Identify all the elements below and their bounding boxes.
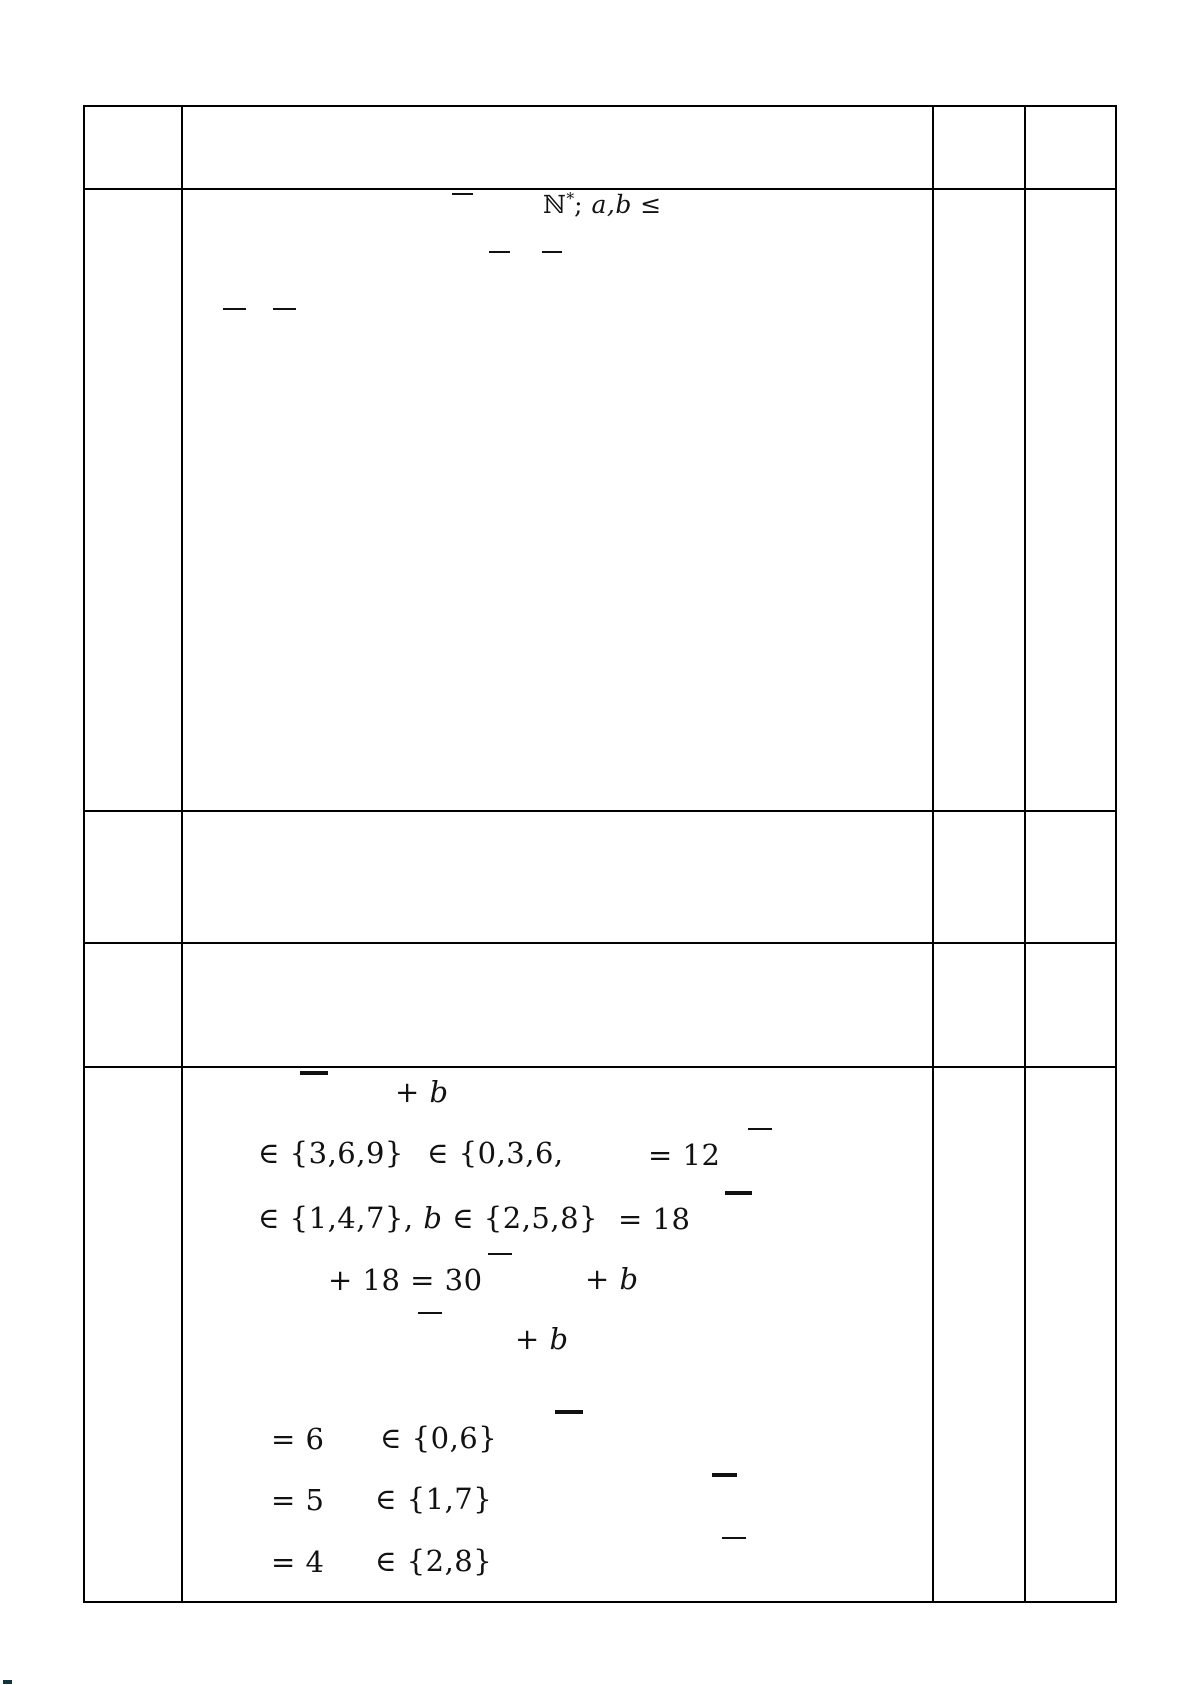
variable-b: b [429,1075,449,1109]
dash-mark [223,308,246,310]
math-fragment-eq-6: = 6 [271,1422,325,1456]
table-column-line-2 [932,107,934,1601]
table-row-line-2 [85,810,1115,812]
overline-mark [748,1128,772,1130]
rubric-table [83,105,1117,1603]
corner-artifact-mark [3,1680,12,1684]
inequality-symbol: ≤ [631,190,662,219]
dash-mark [489,251,510,253]
table-column-line-3 [1024,107,1026,1601]
variable-b: b [549,1322,569,1356]
table-row-line-4 [85,1066,1115,1068]
dash-mark [273,308,296,310]
math-fragment-sum-30: + 18 = 30 [328,1263,483,1297]
operator: + [515,1322,550,1356]
overline-mark [452,193,473,195]
overline-mark-bold [300,1071,328,1075]
variable-b: b [619,1262,639,1296]
math-fragment-plus-b-2 [585,1262,639,1296]
set-membership-pre: ∈ {1,4,7}, [258,1201,424,1235]
set-membership-post: ∈ {2,5,8} [442,1201,598,1235]
overline-mark-bold [555,1410,583,1414]
overline-mark-bold [712,1473,737,1477]
math-fragment-eq-12: = 12 [648,1138,721,1172]
math-fragment-in-147-258 [258,1201,598,1235]
math-fragment-eq-4: = 4 [271,1545,325,1579]
overline-mark [418,1312,442,1314]
math-fragment-plus-b-1 [395,1075,449,1109]
superscript-star: * [566,190,575,208]
overline-mark [488,1253,512,1255]
math-fragment-in-06: ∈ {0,6} [380,1421,498,1455]
math-fragment-in-369: ∈ {3,6,9} [258,1136,404,1170]
math-fragment-natural-set [543,192,662,217]
operator: + [395,1075,430,1109]
dash-mark [542,251,562,253]
variable-b: b [423,1201,443,1235]
table-row-line-3 [85,942,1115,944]
table-column-line-1 [181,107,183,1601]
overline-mark [722,1537,746,1539]
math-fragment-in-28: ∈ {2,8} [375,1544,493,1578]
overline-mark-bold [725,1191,752,1195]
set-symbol: ℕ [543,190,567,219]
math-fragment-eq-18: = 18 [618,1202,691,1236]
math-fragment-plus-b-3 [515,1322,569,1356]
math-fragment-eq-5: = 5 [271,1483,325,1517]
operator: + [585,1262,620,1296]
math-fragment-in-17: ∈ {1,7} [375,1482,493,1516]
separator: ; [574,190,592,219]
variables: a,b [591,190,632,219]
math-fragment-in-036: ∈ {0,3,6, [427,1136,564,1170]
